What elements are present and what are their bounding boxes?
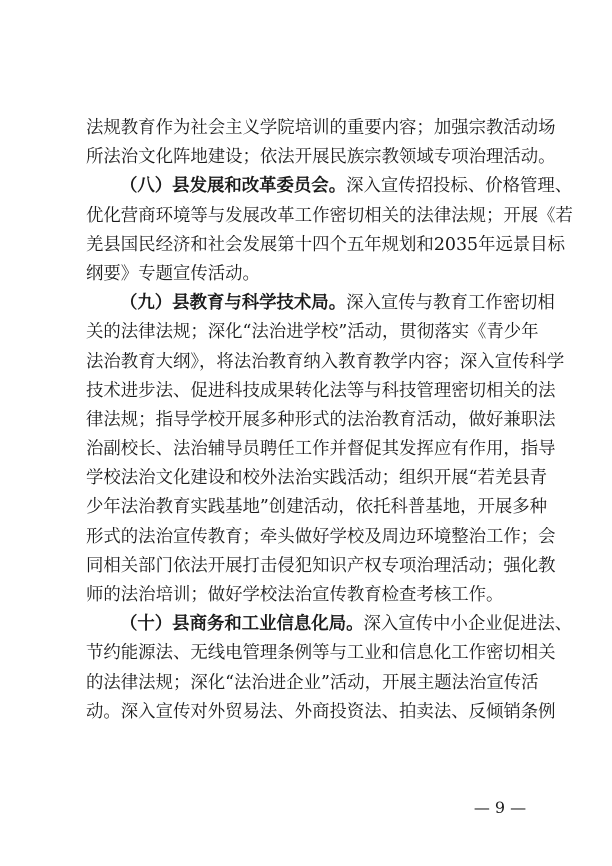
text-line-content: 治副校长、法治辅导员聘任工作并督促其发挥应有作用，指导 xyxy=(86,439,556,460)
section-heading-line xyxy=(86,610,573,639)
text-line-content: 深入宣传中小企业促进法、 xyxy=(363,614,573,635)
text-line-content: 纲要》专题宣传活动。 xyxy=(86,263,260,284)
text-line-content: 节约能源法、无线电管理条例等与工业和信息化工作密切相关 xyxy=(86,643,556,664)
section-heading-line xyxy=(86,289,555,318)
text-line xyxy=(86,669,539,698)
section-heading-line xyxy=(86,172,573,201)
text-line xyxy=(86,231,566,260)
text-line-content: 的法律法规；深化“法治进企业”活动，开展主题法治宣传活 xyxy=(86,672,539,693)
body-text xyxy=(86,114,573,727)
text-line xyxy=(86,260,532,289)
text-line-content: 学校法治文化建设和校外法治实践活动；组织开展“若羌县青 xyxy=(86,468,548,489)
text-line xyxy=(86,318,539,347)
text-line xyxy=(86,493,548,522)
section-heading-8: （八）县发展和改革委员会。 xyxy=(120,176,347,197)
page-number: — 9 — xyxy=(473,798,527,817)
text-line xyxy=(86,639,556,668)
text-line-content: 同相关部门依法开展打击侵犯知识产权专项治理活动；强化教 xyxy=(86,555,556,576)
text-line-content: 动。深入宣传对外贸易法、外商投资法、拍卖法、反倾销条例 xyxy=(86,701,556,722)
text-line-content: 少年法治教育实践基地”创建活动，依托科普基地，开展多种 xyxy=(86,497,548,518)
text-line-content: 法治教育大纲》，将法治教育纳入教育教学内容；深入宣传科学 xyxy=(86,351,565,372)
text-line-content: 技术进步法、促进科技成果转化法等与科技管理密切相关的法 xyxy=(86,380,556,401)
text-line xyxy=(86,202,573,231)
text-line xyxy=(86,406,556,435)
text-line xyxy=(86,552,556,581)
text-line-content: 深入宣传招投标、价格管理、 xyxy=(346,176,573,197)
text-line-content: 羌县国民经济和社会发展第十四个五年规划和2035年远景目标 xyxy=(86,234,566,255)
text-line-content: 关的法律法规；深化“法治进学校”活动，贯彻落实《青少年 xyxy=(86,322,539,343)
text-line-content: 法规教育作为社会主义学院培训的重要内容；加强宗教活动场 xyxy=(86,118,556,138)
text-line xyxy=(86,114,556,143)
text-line-content: 律法规；指导学校开展多种形式的法治教育活动，做好兼职法 xyxy=(86,409,556,430)
text-line xyxy=(86,143,556,172)
text-line-content: 优化营商环境等与发展改革工作密切相关的法律法规；开展《若 xyxy=(86,205,573,226)
text-line-content: 所法治文化阵地建设；依法开展民族宗教领域专项治理活动。 xyxy=(86,147,556,168)
text-line-content: 形式的法治宣传教育；牵头做好学校及周边环境整治工作；会 xyxy=(86,526,556,547)
section-heading-9: （九）县教育与科学技术局。 xyxy=(120,293,347,314)
text-line xyxy=(86,464,548,493)
text-line-content: 师的法治培训；做好学校法治宣传教育检查考核工作。 xyxy=(86,585,504,605)
text-line xyxy=(86,581,532,610)
text-line xyxy=(86,377,556,406)
section-heading-10: （十）县商务和工业信息化局。 xyxy=(120,614,364,635)
text-line xyxy=(86,523,556,552)
text-line xyxy=(86,435,556,464)
text-line-content: 深入宣传与教育工作密切相 xyxy=(346,293,555,314)
text-line xyxy=(86,348,565,377)
text-line xyxy=(86,698,556,727)
